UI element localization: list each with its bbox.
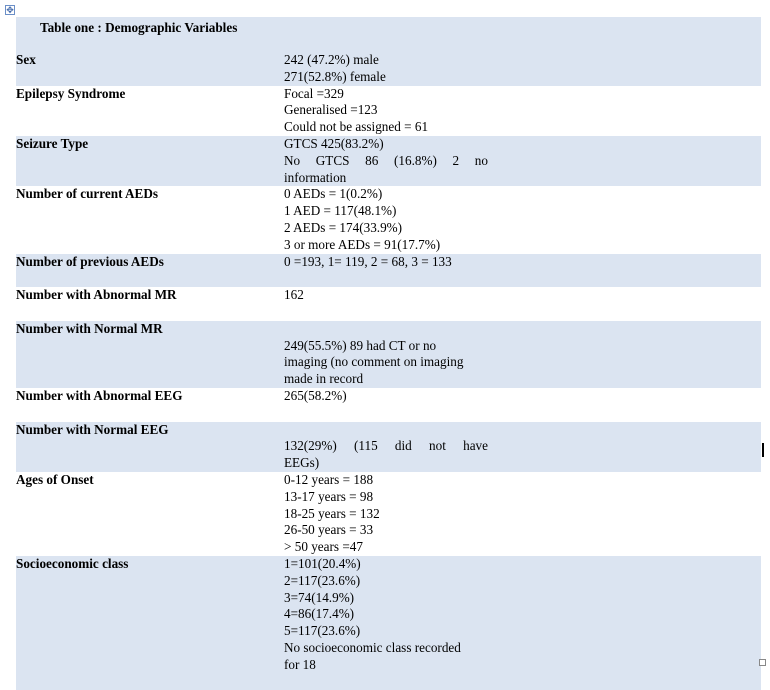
- row-value: [284, 186, 761, 253]
- value-line: 132(29%) (115 did not have: [284, 438, 488, 454]
- row-value: [284, 556, 761, 674]
- row-label: Number with Abnormal EEG: [16, 388, 284, 422]
- row-label: Number of previous AEDs: [16, 254, 284, 288]
- value-line: 2 AEDs = 174(33.9%): [284, 219, 403, 235]
- row-value: [284, 52, 761, 86]
- value-line: No socioeconomic class recorded: [284, 639, 461, 655]
- value-line: imaging (no comment on imaging: [284, 354, 464, 370]
- table-row: [16, 556, 761, 674]
- value-line: 26-50 years = 33: [284, 522, 374, 538]
- value-line: 0 AEDs = 1(0.2%): [284, 186, 383, 202]
- table-resize-handle-icon[interactable]: [759, 659, 766, 666]
- row-value: [284, 422, 761, 472]
- row-value: [284, 388, 761, 422]
- row-label: Number with Normal EEG: [16, 422, 284, 472]
- value-line: 5=117(23.6%): [284, 623, 361, 639]
- value-line: 162: [284, 287, 304, 303]
- value-line: 271(52.8%) female: [284, 68, 386, 84]
- value-line: information: [284, 169, 347, 185]
- row-label: Number of current AEDs: [16, 186, 284, 253]
- row-value: [284, 287, 761, 321]
- table-row: [16, 422, 761, 472]
- value-line: 13-17 years = 98: [284, 488, 374, 504]
- value-line: EEGs): [284, 455, 320, 471]
- value-line: [284, 270, 761, 287]
- value-line: [284, 405, 761, 422]
- row-label: Epilepsy Syndrome: [16, 86, 284, 136]
- empty-cell: [16, 673, 761, 690]
- table-move-handle-icon[interactable]: ✥: [6, 5, 14, 15]
- value-line: 2=117(23.6%): [284, 572, 361, 588]
- row-label: Seizure Type: [16, 136, 284, 186]
- value-line: 265(58.2%): [284, 387, 347, 403]
- row-label: Number with Abnormal MR: [16, 287, 284, 321]
- value-line: 4=86(17.4%): [284, 606, 355, 622]
- table-row: [16, 86, 761, 136]
- value-line: [284, 304, 761, 321]
- row-value: [284, 136, 761, 186]
- row-label: Ages of Onset: [16, 472, 284, 556]
- value-line: > 50 years =47: [284, 539, 363, 555]
- value-line: Focal =329: [284, 85, 344, 101]
- value-line: Could not be assigned = 61: [284, 119, 429, 135]
- value-line: 0 =193, 1= 119, 2 = 68, 3 = 133: [284, 253, 452, 269]
- empty-row: [16, 673, 761, 690]
- value-line: 1 AED = 117(48.1%): [284, 203, 397, 219]
- row-value: [284, 254, 761, 288]
- value-line: GTCS 425(83.2%): [284, 135, 384, 151]
- value-line: 18-25 years = 132: [284, 505, 380, 521]
- table-title-cell: [16, 17, 761, 52]
- table-row: [16, 321, 761, 388]
- value-line: 3 or more AEDs = 91(17.7%): [284, 236, 441, 252]
- value-line: 1=101(20.4%): [284, 555, 361, 571]
- table-row: [16, 52, 761, 86]
- text-cursor: [762, 443, 764, 457]
- value-line: 242 (47.2%) male: [284, 52, 379, 67]
- value-line: 3=74(14.9%): [284, 589, 355, 605]
- table-row: [16, 136, 761, 186]
- table-row: [16, 472, 761, 556]
- table-row: [16, 186, 761, 253]
- table-title-row: [16, 17, 761, 52]
- row-label: Number with Normal MR: [16, 321, 284, 388]
- value-line: No GTCS 86 (16.8%) 2 no: [284, 152, 488, 168]
- value-line: [284, 422, 761, 439]
- value-line: 0-12 years = 188: [284, 471, 374, 487]
- value-line: made in record: [284, 371, 364, 387]
- table-row: [16, 254, 761, 288]
- value-line: 249(55.5%) 89 had CT or no: [284, 337, 437, 353]
- value-line: for 18: [284, 656, 316, 672]
- row-label: Sex: [16, 52, 284, 86]
- table-row: [16, 287, 761, 321]
- row-value: [284, 472, 761, 556]
- value-line: Generalised =123: [284, 102, 378, 118]
- value-line: [284, 321, 761, 338]
- table-row: [16, 388, 761, 422]
- row-value: [284, 321, 761, 388]
- table-title: Table one : Demographic Variables: [40, 20, 238, 35]
- demographic-table: [16, 17, 761, 690]
- row-label: Socioeconomic class: [16, 556, 284, 674]
- row-value: [284, 86, 761, 136]
